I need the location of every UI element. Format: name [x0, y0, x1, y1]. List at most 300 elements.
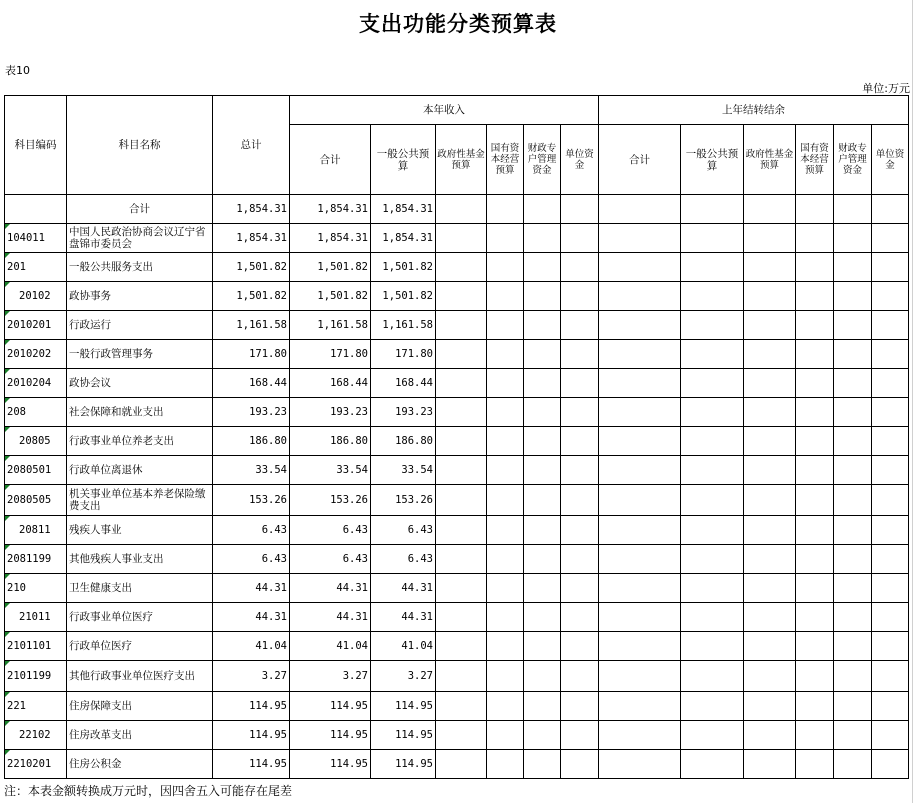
cell-sum: 1,854.31 [290, 224, 371, 253]
cell-total: 6.43 [213, 516, 290, 545]
cell-empty [834, 224, 872, 253]
cell-empty [436, 282, 487, 311]
cell-empty [561, 224, 599, 253]
cell-code [5, 195, 67, 224]
table-row [5, 750, 909, 779]
cell-empty [834, 369, 872, 398]
table-row [5, 311, 909, 340]
cell-code [5, 311, 67, 340]
cell-name: 政协会议 [67, 369, 213, 398]
cell-empty [561, 692, 599, 721]
header-cy-general: 一般公共预算 [371, 125, 436, 195]
cell-marker-icon [5, 253, 10, 258]
cell-sum: 44.31 [290, 574, 371, 603]
table-row [5, 574, 909, 603]
cell-empty [599, 632, 681, 661]
cell-total: 153.26 [213, 485, 290, 516]
cell-empty [796, 632, 834, 661]
cell-code-text: 20805 [19, 435, 51, 447]
table-row [5, 603, 909, 632]
cell-empty [487, 692, 524, 721]
cell-empty [744, 195, 796, 224]
cell-empty [599, 516, 681, 545]
cell-total: 114.95 [213, 692, 290, 721]
cell-empty [834, 692, 872, 721]
cell-empty [487, 632, 524, 661]
cell-sum: 6.43 [290, 545, 371, 574]
cell-empty [599, 485, 681, 516]
cell-empty [599, 721, 681, 750]
cell-code [5, 632, 67, 661]
cell-sum: 114.95 [290, 750, 371, 779]
cell-empty [744, 603, 796, 632]
cell-empty [796, 369, 834, 398]
cell-code-text: 2010204 [7, 377, 52, 389]
cell-total: 41.04 [213, 632, 290, 661]
cell-empty [744, 282, 796, 311]
cell-empty [744, 632, 796, 661]
cell-sum: 1,854.31 [290, 195, 371, 224]
cell-empty [524, 398, 561, 427]
cell-empty [487, 340, 524, 369]
cell-empty [796, 603, 834, 632]
cell-empty [796, 545, 834, 574]
cell-code [5, 427, 67, 456]
cell-code [5, 224, 67, 253]
cell-empty [744, 340, 796, 369]
cell-empty [872, 398, 909, 427]
cell-total: 1,854.31 [213, 224, 290, 253]
cell-empty [561, 574, 599, 603]
table-row [5, 632, 909, 661]
cell-empty [599, 750, 681, 779]
table-row [5, 427, 909, 456]
cell-total: 171.80 [213, 340, 290, 369]
cell-empty [436, 516, 487, 545]
sheet-edge [912, 0, 916, 803]
cell-empty [524, 340, 561, 369]
cell-empty [561, 369, 599, 398]
cell-name: 卫生健康支出 [67, 574, 213, 603]
cell-general: 171.80 [371, 340, 436, 369]
cell-empty [872, 632, 909, 661]
cell-empty [834, 195, 872, 224]
cell-sum: 186.80 [290, 427, 371, 456]
cell-empty [796, 721, 834, 750]
cell-empty [872, 485, 909, 516]
cell-sum: 1,501.82 [290, 253, 371, 282]
cell-empty [681, 574, 744, 603]
cell-code-text: 210 [7, 582, 26, 594]
cell-empty [436, 311, 487, 340]
cell-empty [487, 253, 524, 282]
cell-code [5, 574, 67, 603]
cell-code-text: 2010202 [7, 348, 52, 360]
cell-empty [436, 195, 487, 224]
cell-name: 行政事业单位养老支出 [67, 427, 213, 456]
cell-code [5, 456, 67, 485]
cell-empty [561, 485, 599, 516]
cell-empty [834, 750, 872, 779]
cell-empty [599, 574, 681, 603]
cell-marker-icon [5, 750, 10, 755]
cell-empty [744, 574, 796, 603]
cell-empty [744, 427, 796, 456]
cell-empty [681, 750, 744, 779]
cell-empty [744, 545, 796, 574]
cell-empty [872, 195, 909, 224]
cell-empty [436, 224, 487, 253]
cell-empty [524, 253, 561, 282]
cell-empty [487, 485, 524, 516]
cell-empty [436, 340, 487, 369]
cell-empty [436, 574, 487, 603]
cell-marker-icon [5, 545, 10, 550]
cell-total: 1,161.58 [213, 311, 290, 340]
cell-empty [834, 603, 872, 632]
cell-empty [561, 427, 599, 456]
cell-marker-icon [5, 282, 10, 287]
cell-empty [834, 311, 872, 340]
cell-general: 44.31 [371, 574, 436, 603]
cell-sum: 44.31 [290, 603, 371, 632]
cell-empty [681, 692, 744, 721]
cell-empty [561, 516, 599, 545]
cell-empty [524, 311, 561, 340]
cell-sum: 153.26 [290, 485, 371, 516]
cell-empty [524, 369, 561, 398]
cell-empty [796, 574, 834, 603]
cell-empty [834, 485, 872, 516]
table-row [5, 545, 909, 574]
cell-general: 33.54 [371, 456, 436, 485]
cell-empty [487, 224, 524, 253]
cell-empty [872, 574, 909, 603]
cell-empty [796, 750, 834, 779]
cell-empty [599, 545, 681, 574]
cell-empty [524, 545, 561, 574]
cell-empty [872, 516, 909, 545]
cell-empty [436, 398, 487, 427]
cell-empty [487, 398, 524, 427]
cell-empty [681, 456, 744, 485]
cell-empty [796, 427, 834, 456]
table-row [5, 456, 909, 485]
cell-empty [872, 224, 909, 253]
cell-code [5, 603, 67, 632]
cell-empty [681, 427, 744, 456]
cell-empty [872, 661, 909, 692]
header-carryover: 上年结转结余 [599, 96, 909, 125]
cell-general: 1,854.31 [371, 224, 436, 253]
cell-empty [834, 253, 872, 282]
cell-empty [681, 398, 744, 427]
cell-marker-icon [5, 485, 10, 490]
cell-empty [834, 574, 872, 603]
cell-name: 其他行政事业单位医疗支出 [67, 661, 213, 692]
cell-code [5, 369, 67, 398]
cell-empty [872, 311, 909, 340]
cell-empty [487, 545, 524, 574]
cell-sum: 6.43 [290, 516, 371, 545]
cell-name: 行政事业单位医疗 [67, 603, 213, 632]
cell-empty [436, 369, 487, 398]
cell-empty [681, 340, 744, 369]
cell-empty [796, 692, 834, 721]
header-name: 科目名称 [67, 96, 213, 195]
cell-sum: 114.95 [290, 721, 371, 750]
cell-empty [834, 398, 872, 427]
cell-name: 行政运行 [67, 311, 213, 340]
cell-total: 44.31 [213, 574, 290, 603]
cell-marker-icon [5, 340, 10, 345]
cell-general: 153.26 [371, 485, 436, 516]
cell-name: 中国人民政治协商会议辽宁省盘锦市委员会 [67, 224, 213, 253]
cell-empty [487, 661, 524, 692]
cell-empty [744, 253, 796, 282]
cell-total: 186.80 [213, 427, 290, 456]
cell-empty [561, 661, 599, 692]
cell-sum: 114.95 [290, 692, 371, 721]
table-id: 表10 [5, 64, 30, 77]
header-co-unit-fund: 单位资金 [872, 125, 909, 195]
cell-empty [599, 456, 681, 485]
cell-total: 168.44 [213, 369, 290, 398]
cell-total: 33.54 [213, 456, 290, 485]
cell-marker-icon [5, 692, 10, 697]
cell-marker-icon [5, 369, 10, 374]
footnote: 注：本表金额转换成万元时，因四舍五入可能存在尾差 [4, 784, 293, 798]
table-row [5, 369, 909, 398]
table-row [5, 224, 909, 253]
cell-general: 1,161.58 [371, 311, 436, 340]
cell-empty [796, 340, 834, 369]
cell-empty [744, 661, 796, 692]
cell-general: 193.23 [371, 398, 436, 427]
cell-empty [436, 721, 487, 750]
cell-empty [487, 574, 524, 603]
cell-name: 住房改革支出 [67, 721, 213, 750]
cell-empty [872, 456, 909, 485]
cell-empty [872, 750, 909, 779]
cell-empty [599, 224, 681, 253]
cell-empty [744, 369, 796, 398]
cell-code [5, 282, 67, 311]
cell-general: 6.43 [371, 516, 436, 545]
cell-empty [872, 340, 909, 369]
cell-empty [744, 398, 796, 427]
cell-general: 186.80 [371, 427, 436, 456]
cell-empty [524, 721, 561, 750]
cell-code [5, 750, 67, 779]
cell-empty [524, 427, 561, 456]
cell-name: 住房保障支出 [67, 692, 213, 721]
cell-empty [599, 253, 681, 282]
cell-empty [561, 545, 599, 574]
cell-empty [834, 545, 872, 574]
cell-code [5, 485, 67, 516]
cell-empty [834, 340, 872, 369]
cell-sum: 1,161.58 [290, 311, 371, 340]
cell-empty [834, 456, 872, 485]
cell-empty [436, 456, 487, 485]
cell-empty [436, 545, 487, 574]
cell-general: 114.95 [371, 721, 436, 750]
cell-empty [599, 311, 681, 340]
cell-general: 6.43 [371, 545, 436, 574]
table-row [5, 485, 909, 516]
cell-code-text: 22102 [19, 729, 51, 741]
cell-empty [872, 253, 909, 282]
cell-sum: 168.44 [290, 369, 371, 398]
cell-code-text: 2081199 [7, 553, 52, 565]
cell-code-text: 208 [7, 406, 26, 418]
cell-empty [872, 603, 909, 632]
cell-code [5, 692, 67, 721]
cell-empty [524, 661, 561, 692]
header-code: 科目编码 [5, 96, 67, 195]
header-co-general: 一般公共预算 [681, 125, 744, 195]
cell-empty [436, 750, 487, 779]
cell-empty [487, 516, 524, 545]
cell-empty [796, 253, 834, 282]
cell-empty [796, 195, 834, 224]
cell-empty [436, 603, 487, 632]
cell-name: 政协事务 [67, 282, 213, 311]
cell-empty [599, 661, 681, 692]
cell-empty [681, 545, 744, 574]
cell-empty [744, 692, 796, 721]
cell-total: 1,854.31 [213, 195, 290, 224]
cell-empty [872, 692, 909, 721]
cell-empty [436, 485, 487, 516]
cell-empty [681, 195, 744, 224]
cell-empty [436, 661, 487, 692]
cell-sum: 193.23 [290, 398, 371, 427]
cell-empty [487, 427, 524, 456]
cell-name: 住房公积金 [67, 750, 213, 779]
cell-name: 社会保障和就业支出 [67, 398, 213, 427]
table-row [5, 253, 909, 282]
cell-empty [561, 282, 599, 311]
table-row [5, 398, 909, 427]
cell-code-text: 21011 [19, 611, 51, 623]
header-cy-special: 财政专户管理资金 [524, 125, 561, 195]
cell-empty [524, 485, 561, 516]
cell-empty [487, 750, 524, 779]
cell-marker-icon [5, 721, 10, 726]
cell-empty [524, 603, 561, 632]
cell-empty [561, 311, 599, 340]
cell-empty [681, 721, 744, 750]
cell-empty [599, 427, 681, 456]
header-co-state-capital: 国有资本经营预算 [796, 125, 834, 195]
cell-empty [599, 398, 681, 427]
cell-empty [599, 369, 681, 398]
cell-name: 行政单位医疗 [67, 632, 213, 661]
cell-sum: 33.54 [290, 456, 371, 485]
cell-empty [436, 253, 487, 282]
cell-code-text: 2101199 [7, 670, 52, 682]
cell-code-text: 2210201 [7, 758, 52, 770]
cell-empty [872, 369, 909, 398]
header-co-sum: 合计 [599, 125, 681, 195]
cell-name: 行政单位离退休 [67, 456, 213, 485]
cell-code [5, 545, 67, 574]
cell-empty [681, 253, 744, 282]
cell-code-text: 201 [7, 261, 26, 273]
table-row [5, 721, 909, 750]
cell-empty [744, 721, 796, 750]
cell-name: 机关事业单位基本养老保险缴费支出 [67, 485, 213, 516]
header-cy-state-capital: 国有资本经营预算 [487, 125, 524, 195]
cell-empty [796, 224, 834, 253]
cell-total: 6.43 [213, 545, 290, 574]
cell-total: 114.95 [213, 721, 290, 750]
cell-code [5, 340, 67, 369]
header-co-fund: 政府性基金预算 [744, 125, 796, 195]
cell-empty [796, 485, 834, 516]
cell-empty [796, 398, 834, 427]
table-row [5, 516, 909, 545]
cell-marker-icon [5, 603, 10, 608]
cell-empty [599, 692, 681, 721]
cell-empty [834, 661, 872, 692]
cell-empty [796, 311, 834, 340]
cell-general: 114.95 [371, 750, 436, 779]
cell-empty [599, 282, 681, 311]
cell-code [5, 253, 67, 282]
cell-empty [681, 282, 744, 311]
cell-general: 1,501.82 [371, 282, 436, 311]
cell-name: 一般行政管理事务 [67, 340, 213, 369]
cell-empty [796, 282, 834, 311]
cell-empty [524, 692, 561, 721]
cell-name: 合计 [67, 195, 213, 224]
budget-table [4, 95, 909, 779]
cell-marker-icon [5, 311, 10, 316]
cell-code [5, 516, 67, 545]
cell-total: 1,501.82 [213, 282, 290, 311]
cell-name: 残疾人事业 [67, 516, 213, 545]
cell-empty [524, 750, 561, 779]
header-cy-unit-fund: 单位资金 [561, 125, 599, 195]
cell-empty [436, 692, 487, 721]
header-total: 总计 [213, 96, 290, 195]
cell-general: 3.27 [371, 661, 436, 692]
cell-empty [487, 603, 524, 632]
table-row [5, 282, 909, 311]
cell-code-text: 20102 [19, 290, 51, 302]
cell-general: 114.95 [371, 692, 436, 721]
cell-empty [561, 253, 599, 282]
cell-sum: 41.04 [290, 632, 371, 661]
table-body [5, 195, 909, 779]
cell-empty [796, 516, 834, 545]
cell-total: 1,501.82 [213, 253, 290, 282]
cell-marker-icon [5, 574, 10, 579]
cell-total: 193.23 [213, 398, 290, 427]
cell-empty [561, 398, 599, 427]
cell-empty [872, 427, 909, 456]
cell-empty [524, 195, 561, 224]
cell-general: 1,501.82 [371, 253, 436, 282]
cell-general: 44.31 [371, 603, 436, 632]
cell-empty [834, 721, 872, 750]
cell-empty [681, 311, 744, 340]
cell-empty [744, 485, 796, 516]
page-title: 支出功能分类预算表 [359, 11, 557, 36]
